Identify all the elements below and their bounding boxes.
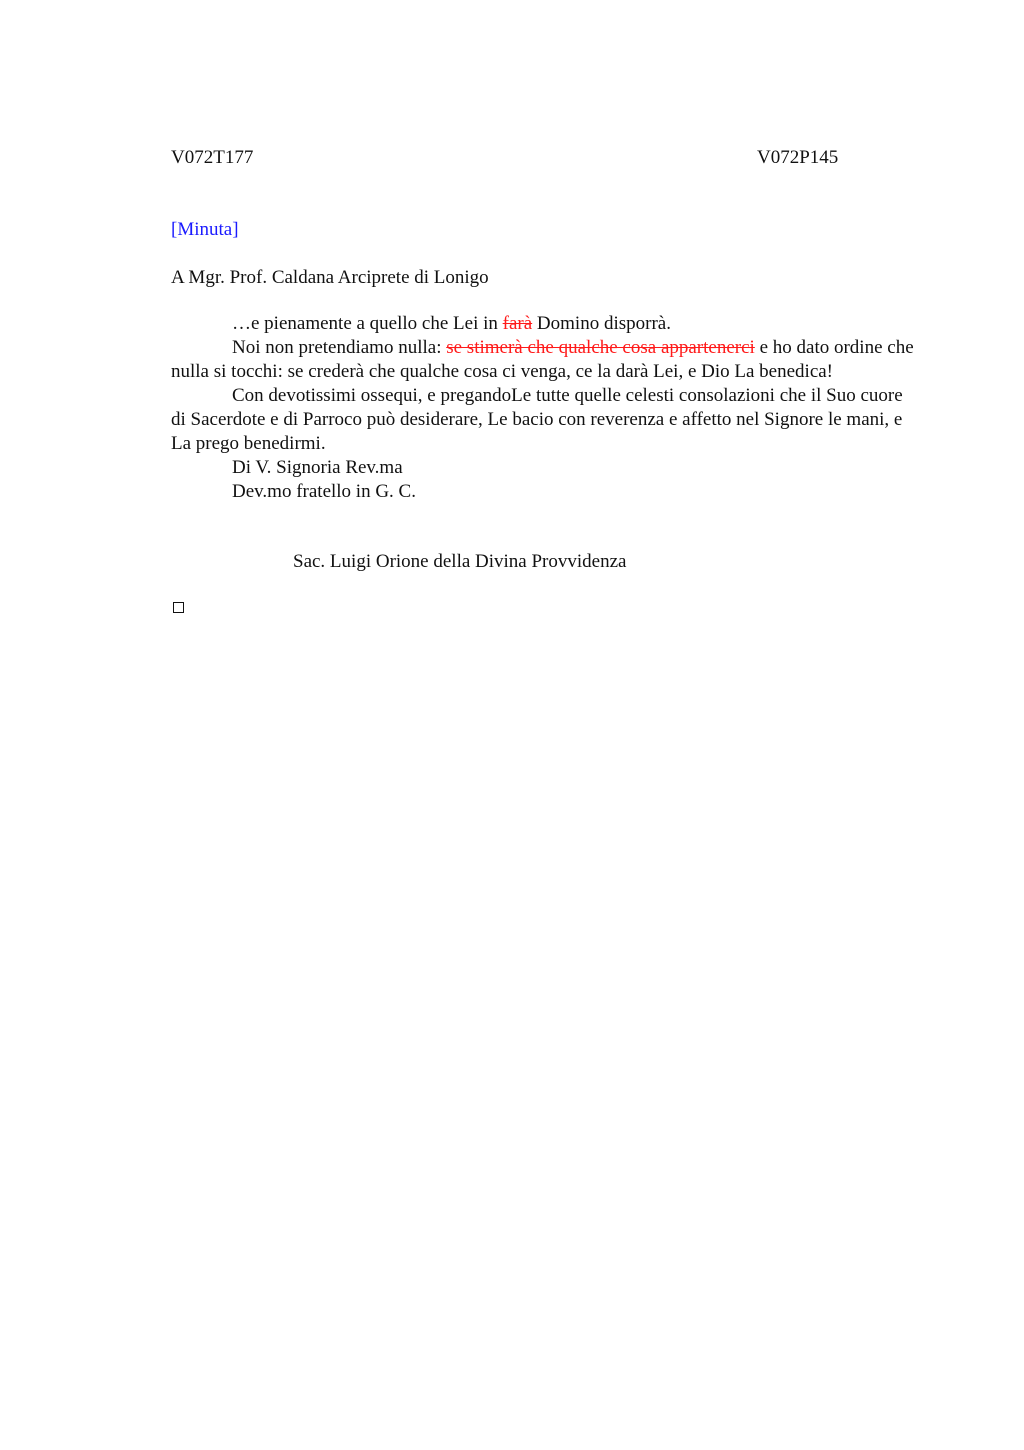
paragraph-3: Con devotissimi ossequi, e pregandoLe tutte quelle celesti consolazioni che il Suo cuore di Sacerdote e di Parroco può desiderare, Le bacio con reverenza e affetto nel Signore le mani, e La prego benedirmi. [171, 385, 903, 454]
paragraph-1 [171, 312, 915, 336]
closing-line-2: Dev.mo fratello in G. C. [232, 481, 416, 502]
addressee-line: A Mgr. Prof. Caldana Arciprete di Lonigo [171, 267, 489, 288]
document-reference-left: V072T177 [171, 147, 254, 168]
signature-line: Sac. Luigi Orione della Divina Provvidenza [293, 551, 627, 572]
paragraph-1-text-after: Domino disporrà. [532, 313, 671, 334]
deleted-word: farà [502, 313, 533, 334]
paragraph-2-text-after: e ho dato ordine che nulla si tocchi: se crederà che qualche cosa ci venga, ce la darà Lei, e Dio La benedica! [171, 337, 914, 382]
paragraph-1-text-before: …e pienamente a quello che Lei in [232, 313, 503, 334]
letter-body [171, 312, 915, 504]
closing-line-1: Di V. Signoria Rev.ma [232, 457, 403, 478]
deleted-phrase: se stimerà che qualche cosa appartenerci [446, 337, 755, 358]
empty-box-icon [173, 602, 184, 613]
paragraph-2 [171, 336, 915, 384]
paragraph-2-text-before: Noi non pretendiamo nulla: [232, 337, 447, 358]
minuta-label: [Minuta] [171, 219, 239, 240]
document-reference-right: V072P145 [757, 147, 839, 168]
